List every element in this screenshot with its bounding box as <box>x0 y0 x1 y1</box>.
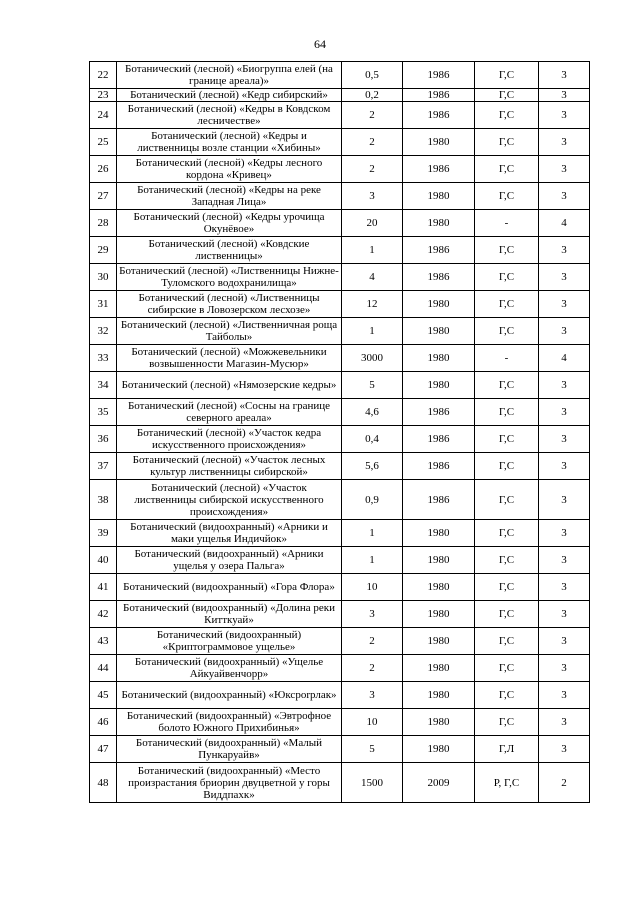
row-number: 39 <box>90 520 117 547</box>
year-value: 1980 <box>403 372 475 399</box>
use-value: Г,С <box>475 453 539 480</box>
category-value: 3 <box>539 736 590 763</box>
area-value: 3000 <box>342 345 403 372</box>
use-value: Г,С <box>475 601 539 628</box>
table-row <box>90 426 590 453</box>
table-row <box>90 129 590 156</box>
table-row <box>90 399 590 426</box>
use-value: Г,С <box>475 129 539 156</box>
row-number: 35 <box>90 399 117 426</box>
reserve-name: Ботанический (лесной) «Биогруппа елей (на границе ареала)» <box>117 62 342 89</box>
use-value: Г,С <box>475 291 539 318</box>
year-value: 1980 <box>403 345 475 372</box>
area-value: 1 <box>342 237 403 264</box>
year-value: 2009 <box>403 763 475 803</box>
reserve-name: Ботанический (лесной) «Участок лиственницы сибирской искусственного происхождения» <box>117 480 342 520</box>
year-value: 1986 <box>403 102 475 129</box>
area-value: 3 <box>342 601 403 628</box>
area-value: 10 <box>342 574 403 601</box>
use-value: Г,С <box>475 480 539 520</box>
year-value: 1980 <box>403 210 475 237</box>
table-row <box>90 183 590 210</box>
area-value: 1500 <box>342 763 403 803</box>
category-value: 3 <box>539 480 590 520</box>
use-value: Г,С <box>475 547 539 574</box>
area-value: 4,6 <box>342 399 403 426</box>
table-row <box>90 62 590 89</box>
reserve-name: Ботанический (лесной) «Участок кедра искусственного происхождения» <box>117 426 342 453</box>
table-row <box>90 763 590 803</box>
use-value: Г,С <box>475 102 539 129</box>
reserve-name: Ботанический (видоохранный) «Юксporрлак» <box>117 682 342 709</box>
reserve-name: Ботанический (видоохранный) «Криптограммовое ущелье» <box>117 628 342 655</box>
use-value: Г,С <box>475 655 539 682</box>
category-value: 3 <box>539 372 590 399</box>
row-number: 29 <box>90 237 117 264</box>
reserve-name: Ботанический (лесной) «Лиственничная роща Тайболы» <box>117 318 342 345</box>
reserve-name: Ботанический (видоохранный) «Долина реки Китткуай» <box>117 601 342 628</box>
row-number: 43 <box>90 628 117 655</box>
table-row <box>90 601 590 628</box>
row-number: 47 <box>90 736 117 763</box>
table-row <box>90 520 590 547</box>
reserve-name: Ботанический (видоохранный) «Малый Пункаруайв» <box>117 736 342 763</box>
reserve-name: Ботанический (лесной) «Кедры и лиственницы возле станции «Хибины» <box>117 129 342 156</box>
area-value: 0,4 <box>342 426 403 453</box>
row-number: 31 <box>90 291 117 318</box>
table-row <box>90 291 590 318</box>
reserve-name: Ботанический (лесной) «Кедры лесного кордона «Кривец» <box>117 156 342 183</box>
row-number: 40 <box>90 547 117 574</box>
category-value: 4 <box>539 345 590 372</box>
row-number: 23 <box>90 89 117 102</box>
area-value: 0,5 <box>342 62 403 89</box>
table-row <box>90 655 590 682</box>
area-value: 12 <box>342 291 403 318</box>
row-number: 30 <box>90 264 117 291</box>
area-value: 5 <box>342 372 403 399</box>
category-value: 2 <box>539 763 590 803</box>
year-value: 1980 <box>403 628 475 655</box>
year-value: 1980 <box>403 520 475 547</box>
category-value: 3 <box>539 62 590 89</box>
area-value: 1 <box>342 547 403 574</box>
use-value: Г,С <box>475 183 539 210</box>
reserve-name: Ботанический (лесной) «Нямозерские кедры» <box>117 372 342 399</box>
table-row <box>90 210 590 237</box>
reserve-name: Ботанический (лесной) «Участок лесных культур лиственницы сибирской» <box>117 453 342 480</box>
row-number: 42 <box>90 601 117 628</box>
row-number: 26 <box>90 156 117 183</box>
reserve-name: Ботанический (лесной) «Кедр сибирский» <box>117 89 342 102</box>
year-value: 1986 <box>403 453 475 480</box>
area-value: 3 <box>342 682 403 709</box>
category-value: 3 <box>539 183 590 210</box>
page-number: 64 <box>314 37 326 51</box>
use-value: Г,С <box>475 520 539 547</box>
year-value: 1986 <box>403 89 475 102</box>
use-value: Г,Л <box>475 736 539 763</box>
area-value: 2 <box>342 129 403 156</box>
row-number: 45 <box>90 682 117 709</box>
reserve-name: Ботанический (видоохранный) «Ущелье Айкуайвенчорр» <box>117 655 342 682</box>
row-number: 38 <box>90 480 117 520</box>
use-value: Г,С <box>475 89 539 102</box>
reserve-name: Ботанический (лесной) «Можжевельники возвышенности Магазин-Мусюр» <box>117 345 342 372</box>
category-value: 3 <box>539 426 590 453</box>
reserve-name: Ботанический (лесной) «Кедры на реке Западная Лица» <box>117 183 342 210</box>
reserve-name: Ботанический (лесной) «Сосны на границе северного ареала» <box>117 399 342 426</box>
table-row <box>90 574 590 601</box>
year-value: 1980 <box>403 183 475 210</box>
use-value: Г,С <box>475 264 539 291</box>
reserve-name: Ботанический (видоохранный) «Арники ущелья у озера Пальга» <box>117 547 342 574</box>
row-number: 27 <box>90 183 117 210</box>
year-value: 1980 <box>403 601 475 628</box>
area-value: 2 <box>342 156 403 183</box>
use-value: Г,С <box>475 318 539 345</box>
category-value: 3 <box>539 709 590 736</box>
reserve-name: Ботанический (лесной) «Кедры урочища Окунёвое» <box>117 210 342 237</box>
row-number: 32 <box>90 318 117 345</box>
area-value: 1 <box>342 318 403 345</box>
row-number: 28 <box>90 210 117 237</box>
table-row <box>90 102 590 129</box>
table-row <box>90 89 590 102</box>
use-value: Г,С <box>475 574 539 601</box>
category-value: 3 <box>539 89 590 102</box>
table-row <box>90 345 590 372</box>
table-body <box>90 62 590 803</box>
area-value: 0,2 <box>342 89 403 102</box>
use-value: Г,С <box>475 709 539 736</box>
row-number: 25 <box>90 129 117 156</box>
category-value: 3 <box>539 655 590 682</box>
year-value: 1986 <box>403 237 475 264</box>
year-value: 1986 <box>403 264 475 291</box>
category-value: 3 <box>539 547 590 574</box>
row-number: 33 <box>90 345 117 372</box>
table-row <box>90 736 590 763</box>
year-value: 1986 <box>403 480 475 520</box>
area-value: 4 <box>342 264 403 291</box>
reserves-table <box>89 61 590 803</box>
row-number: 48 <box>90 763 117 803</box>
row-number: 24 <box>90 102 117 129</box>
area-value: 2 <box>342 102 403 129</box>
reserve-name: Ботанический (лесной) «Кедры в Ковдском лесничестве» <box>117 102 342 129</box>
use-value: Г,С <box>475 237 539 264</box>
row-number: 44 <box>90 655 117 682</box>
reserve-name: Ботанический (видоохранный) «Эвтрофное болото Южного Прихибинья» <box>117 709 342 736</box>
use-value: Г,С <box>475 682 539 709</box>
row-number: 37 <box>90 453 117 480</box>
category-value: 4 <box>539 210 590 237</box>
area-value: 2 <box>342 655 403 682</box>
year-value: 1986 <box>403 62 475 89</box>
category-value: 3 <box>539 102 590 129</box>
year-value: 1980 <box>403 682 475 709</box>
use-value: - <box>475 345 539 372</box>
use-value: - <box>475 210 539 237</box>
use-value: Г,С <box>475 399 539 426</box>
table-row <box>90 372 590 399</box>
use-value: Г,С <box>475 628 539 655</box>
area-value: 0,9 <box>342 480 403 520</box>
year-value: 1986 <box>403 426 475 453</box>
area-value: 10 <box>342 709 403 736</box>
table-row <box>90 318 590 345</box>
table-row <box>90 237 590 264</box>
year-value: 1980 <box>403 318 475 345</box>
category-value: 3 <box>539 682 590 709</box>
table-row <box>90 682 590 709</box>
category-value: 3 <box>539 628 590 655</box>
table-row <box>90 264 590 291</box>
area-value: 5 <box>342 736 403 763</box>
category-value: 3 <box>539 291 590 318</box>
category-value: 3 <box>539 156 590 183</box>
area-value: 20 <box>342 210 403 237</box>
table-row <box>90 628 590 655</box>
reserve-name: Ботанический (видоохранный) «Арники и маки ущелья Индичйок» <box>117 520 342 547</box>
category-value: 3 <box>539 399 590 426</box>
area-value: 5,6 <box>342 453 403 480</box>
category-value: 3 <box>539 237 590 264</box>
category-value: 3 <box>539 574 590 601</box>
category-value: 3 <box>539 318 590 345</box>
table-row <box>90 480 590 520</box>
use-value: Г,С <box>475 156 539 183</box>
category-value: 3 <box>539 601 590 628</box>
reserve-name: Ботанический (видоохранный) «Место произрастания бриорин двуцветной у горы Виддпахк» <box>117 763 342 803</box>
row-number: 34 <box>90 372 117 399</box>
year-value: 1980 <box>403 574 475 601</box>
reserve-name: Ботанический (лесной) «Лиственницы сибирские в Ловозерском лесхозе» <box>117 291 342 318</box>
year-value: 1986 <box>403 399 475 426</box>
table-row <box>90 709 590 736</box>
reserve-name: Ботанический (лесной) «Лиственницы Нижне-Туломского водохранилища» <box>117 264 342 291</box>
year-value: 1980 <box>403 655 475 682</box>
category-value: 3 <box>539 129 590 156</box>
year-value: 1980 <box>403 129 475 156</box>
table-row <box>90 156 590 183</box>
area-value: 3 <box>342 183 403 210</box>
area-value: 2 <box>342 628 403 655</box>
table-row <box>90 547 590 574</box>
reserve-name: Ботанический (лесной) «Ковдские лиственницы» <box>117 237 342 264</box>
year-value: 1980 <box>403 291 475 318</box>
year-value: 1986 <box>403 156 475 183</box>
use-value: Р, Г,С <box>475 763 539 803</box>
use-value: Г,С <box>475 62 539 89</box>
category-value: 3 <box>539 453 590 480</box>
category-value: 3 <box>539 520 590 547</box>
category-value: 3 <box>539 264 590 291</box>
year-value: 1980 <box>403 709 475 736</box>
area-value: 1 <box>342 520 403 547</box>
row-number: 22 <box>90 62 117 89</box>
use-value: Г,С <box>475 426 539 453</box>
row-number: 41 <box>90 574 117 601</box>
reserve-name: Ботанический (видоохранный) «Гора Флора» <box>117 574 342 601</box>
year-value: 1980 <box>403 547 475 574</box>
row-number: 46 <box>90 709 117 736</box>
year-value: 1980 <box>403 736 475 763</box>
use-value: Г,С <box>475 372 539 399</box>
table-row <box>90 453 590 480</box>
row-number: 36 <box>90 426 117 453</box>
